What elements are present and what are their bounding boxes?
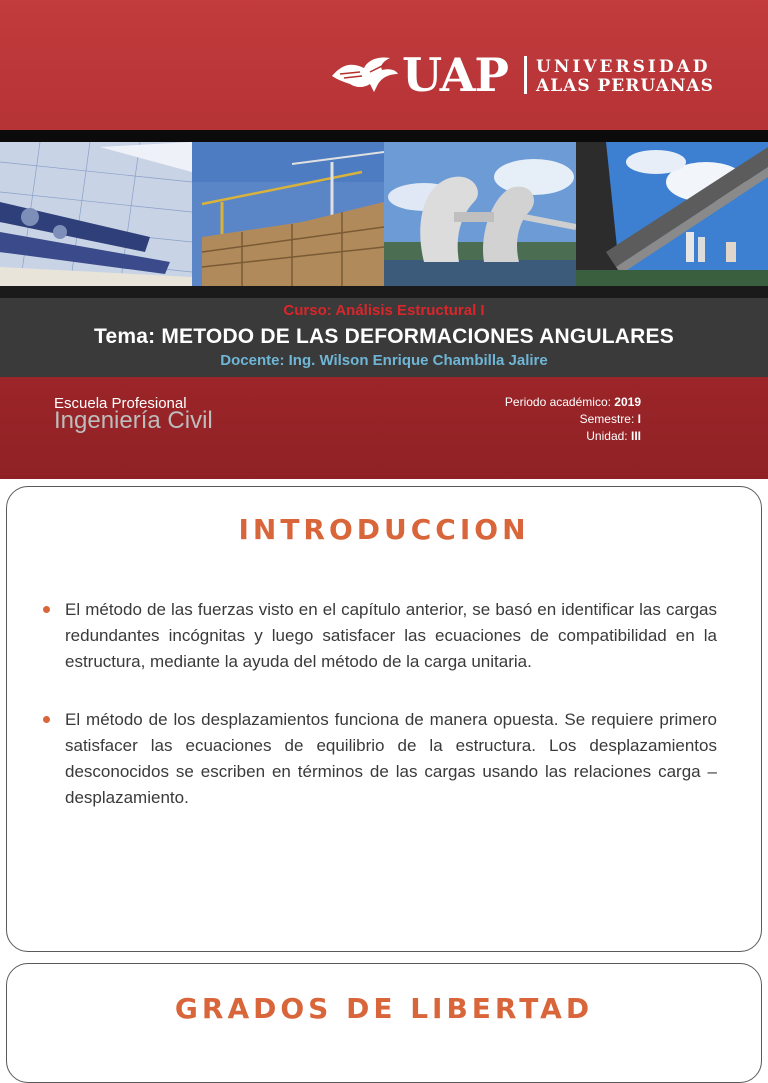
- photo-highway-bridge: [576, 142, 768, 286]
- school-name: Ingeniería Civil: [54, 407, 213, 434]
- period-label: Periodo académico:: [504, 395, 611, 409]
- unit-value: III: [630, 429, 641, 443]
- photo-rotating-boat-lift: [384, 142, 576, 286]
- unit-label: Unidad:: [586, 429, 628, 443]
- photo-strip-shadow: [0, 286, 768, 298]
- degrees-of-freedom-slide: [6, 963, 762, 1083]
- logo-line1: UNIVERSIDAD: [536, 57, 711, 77]
- bullet-dot-icon: [43, 716, 50, 723]
- period-value: 2019: [614, 395, 641, 409]
- unit-info: [586, 429, 641, 443]
- semester-info: [580, 412, 641, 426]
- title-band: [0, 298, 768, 377]
- bullet-list: [41, 597, 717, 843]
- logo-line2: ALAS PERUANAS: [536, 76, 714, 96]
- semester-value: I: [637, 412, 641, 426]
- bullet-text: El método de las fuerzas visto en el capítulo anterior, se basó en identificar las cargas redundantes incógnitas y luego satisfacer las ecuaciones de compatibilidad en la estructura, mediante la ayuda del método de la carga unitaria.: [65, 600, 717, 671]
- bullet-text: El método de los desplazamientos funciona de manera opuesta. Se requiere primero satisfacer las ecuaciones de equilibrio de la estructura. Los desplazamientos desconocidos se escriben en términos de las cargas usando las relaciones carga – desplazamiento.: [65, 710, 717, 807]
- semester-label: Semestre:: [579, 412, 635, 426]
- photo-construction-crane: [192, 142, 384, 286]
- header-divider: [0, 130, 768, 142]
- topic-title: Tema: METODO DE LAS DEFORMACIONES ANGULARES: [94, 325, 674, 348]
- slide-heading: GRADOS DE LIBERTAD: [174, 992, 594, 1025]
- photo-strip: [0, 142, 768, 286]
- period-info: [505, 395, 641, 409]
- university-logo: [330, 50, 720, 100]
- slide-heading: INTRODUCCION: [238, 513, 530, 546]
- bullet-item: [41, 707, 717, 811]
- bullet-dot-icon: [43, 606, 50, 613]
- school-label: Escuela Profesional: [54, 395, 187, 412]
- photo-drafting-tools: [0, 142, 192, 286]
- course-title: Curso: Análisis Estructural I: [283, 302, 485, 319]
- teacher-name: Docente: Ing. Wilson Enrique Chambilla Jalire: [220, 352, 548, 369]
- bullet-item: [41, 597, 717, 675]
- cover-slide: [0, 0, 768, 479]
- logo-brand: UAP: [402, 48, 508, 102]
- logo-divider: [524, 56, 527, 94]
- eagle-emblem-icon: [330, 54, 400, 94]
- introduction-slide: [6, 486, 762, 952]
